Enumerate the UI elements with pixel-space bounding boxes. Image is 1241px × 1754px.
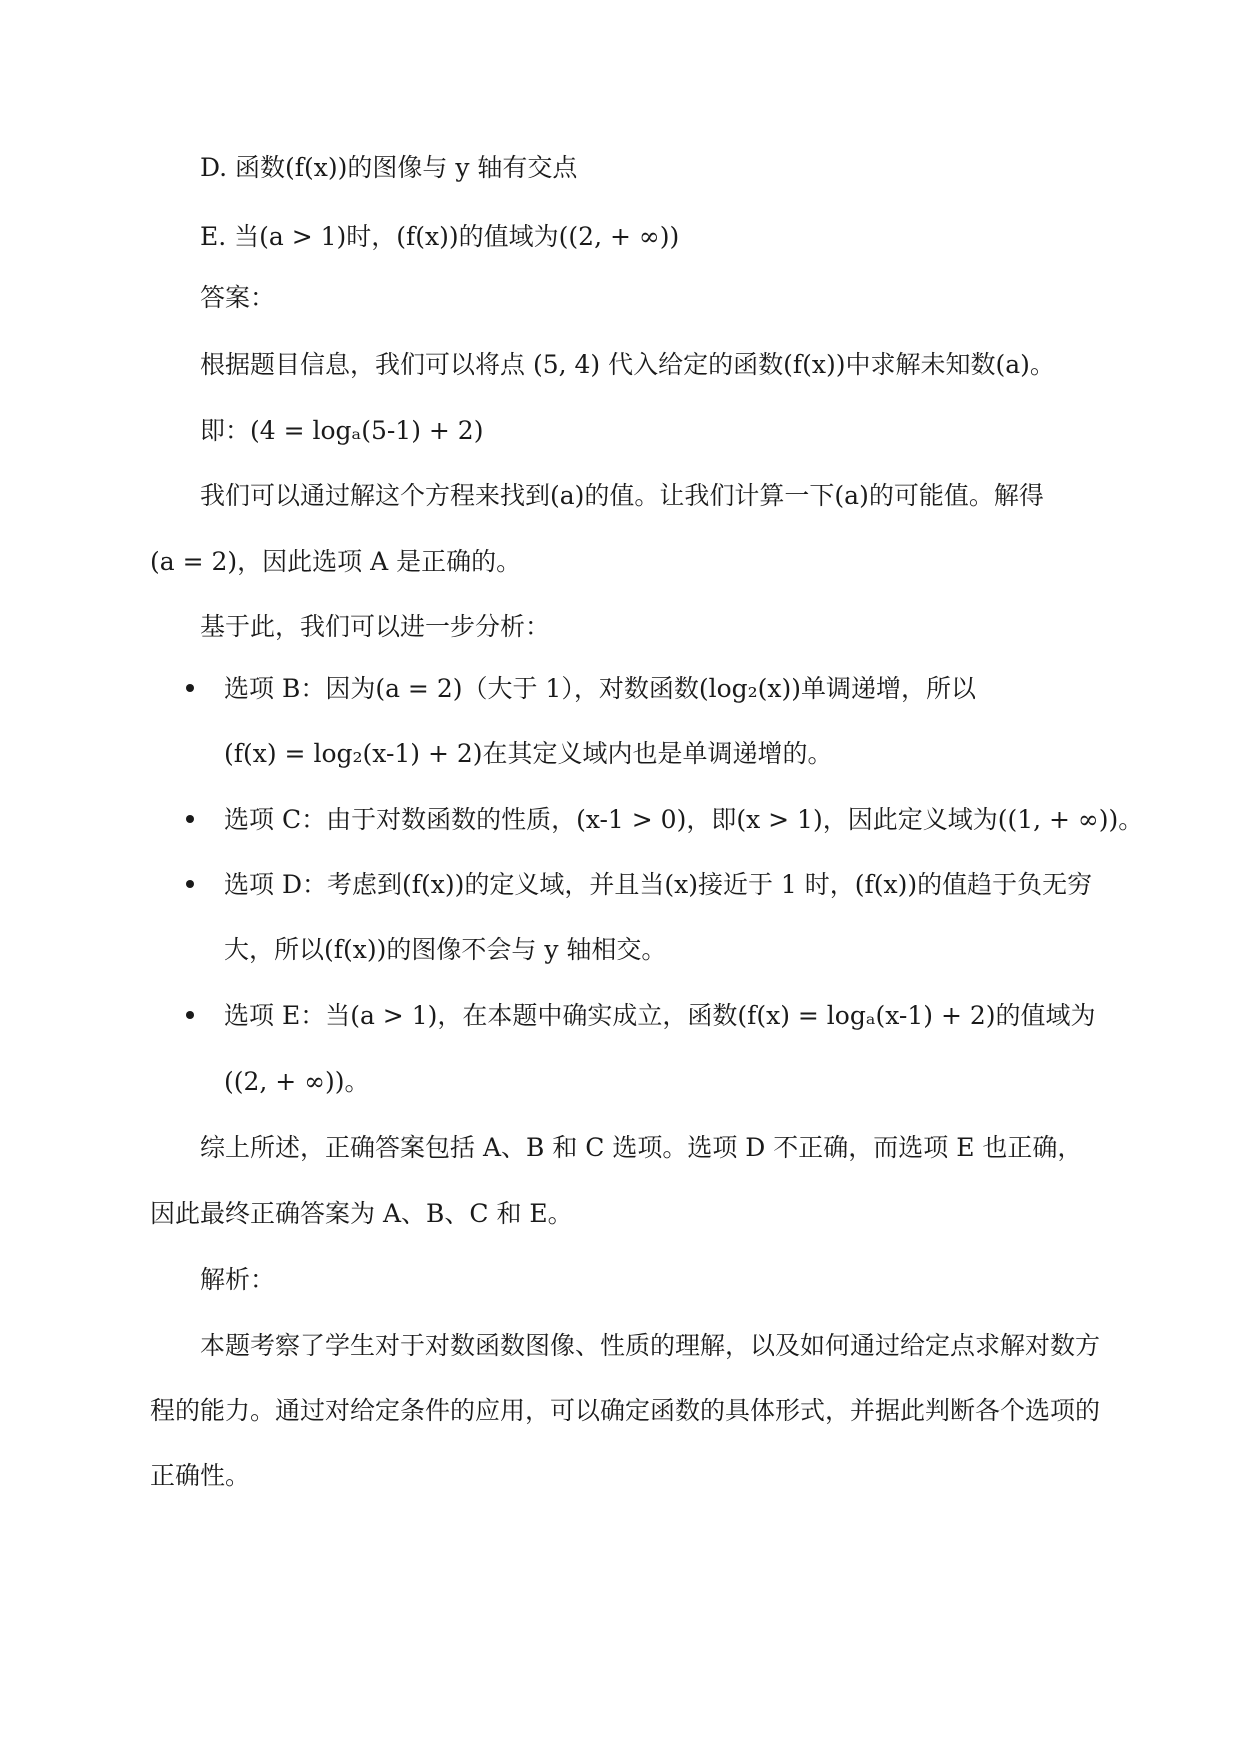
answer-heading: 答案： (200, 283, 276, 312)
bullet-e-line-2: ((2, + ∞))。 (224, 1067, 370, 1096)
bullet-b-line-1: 选项 B：因为(a = 2)（大于 1），对数函数(log₂(x))单调递增，所以 (224, 674, 977, 703)
bullet-d-line-2: 大，所以(f(x))的图像不会与 y 轴相交。 (224, 935, 667, 964)
answer-paragraph-2-cont: (a = 2)，因此选项 A 是正确的。 (150, 547, 522, 576)
option-d-line: D. 函数(f(x))的图像与 y 轴有交点 (200, 153, 578, 182)
analysis-intro: 基于此，我们可以进一步分析： (200, 612, 551, 641)
answer-paragraph-1: 根据题目信息，我们可以将点 (5, 4) 代入给定的函数(f(x))中求解未知数(a)。 (200, 350, 1055, 379)
bullet-e-line-1: 选项 E：当(a > 1)，在本题中确实成立，函数(f(x) = logₐ(x-1) + 2)的值域为 (224, 1001, 1096, 1030)
option-e-line: E. 当(a > 1)时，(f(x))的值域为((2, + ∞)) (200, 222, 680, 251)
analysis-paragraph-3: 正确性。 (150, 1461, 251, 1490)
analysis-paragraph-2: 程的能力。通过对给定条件的应用，可以确定函数的具体形式，并据此判断各个选项的 (150, 1396, 1101, 1425)
bullet-icon (186, 684, 194, 692)
bullet-icon (186, 880, 194, 888)
bullet-c-line: 选项 C：由于对数函数的性质，(x-1 > 0)，即(x > 1)，因此定义域为((1, + ∞))。 (224, 805, 1144, 834)
summary-line-1: 综上所述，正确答案包括 A、B 和 C 选项。选项 D 不正确，而选项 E 也正确， (200, 1133, 1083, 1162)
bullet-icon (186, 1011, 194, 1019)
analysis-paragraph-1: 本题考察了学生对于对数函数图像、性质的理解，以及如何通过给定点求解对数方 (200, 1331, 1101, 1360)
equation-line: 即：(4 = logₐ(5-1) + 2) (200, 416, 484, 445)
bullet-d-line-1: 选项 D：考虑到(f(x))的定义域，并且当(x)接近于 1 时，(f(x))的值趋于负无穷 (224, 870, 1093, 899)
answer-paragraph-2: 我们可以通过解这个方程来找到(a)的值。让我们计算一下(a)的可能值。解得 (200, 481, 1044, 510)
bullet-icon (186, 815, 194, 823)
analysis-heading: 解析： (200, 1265, 276, 1294)
bullet-b-line-2: (f(x) = log₂(x-1) + 2)在其定义域内也是单调递增的。 (224, 739, 833, 768)
summary-line-2: 因此最终正确答案为 A、B、C 和 E。 (150, 1199, 573, 1228)
